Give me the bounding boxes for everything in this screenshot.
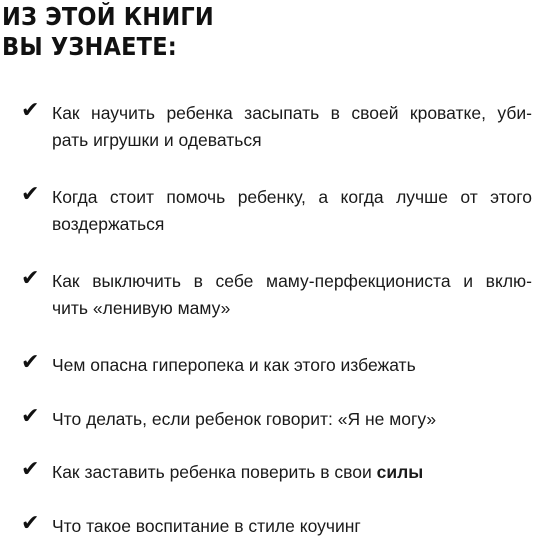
list-item-text xyxy=(52,268,532,322)
check-icon: ✔ xyxy=(21,511,40,536)
heading-line-1: ИЗ ЭТОЙ КНИГИ xyxy=(2,2,214,31)
check-icon: ✔ xyxy=(21,350,40,375)
list-item-line: Что делать, если ребенок говорит: «Я не могу» xyxy=(52,409,437,429)
list-item-line: рать игрушки и одеваться xyxy=(52,130,262,150)
list-item-line: Чем опасна гиперопека и как этого избежать xyxy=(52,355,416,375)
list-item-text xyxy=(52,352,532,379)
list-item-line-regular: Как заставить ребенка поверить в свои xyxy=(52,462,377,482)
check-icon: ✔ xyxy=(21,457,40,482)
list-item-line-bold: силы xyxy=(376,462,424,482)
list-item-line: Когда стоит помочь ребенку, а когда лучше от этого xyxy=(52,187,532,207)
list-item-text xyxy=(52,513,532,540)
list-item-line: Что такое воспитание в стиле коучинг xyxy=(52,516,361,536)
list-item-text xyxy=(52,459,532,486)
heading-line-2: ВЫ УЗНАЕТЕ: xyxy=(2,32,177,61)
list-item-line: Как выключить в себе маму-перфекциониста и вклю- xyxy=(52,271,532,291)
check-icon: ✔ xyxy=(21,266,40,291)
list-item-text xyxy=(52,406,532,433)
check-icon: ✔ xyxy=(21,98,40,123)
check-icon: ✔ xyxy=(21,182,40,207)
list-item-text xyxy=(52,100,532,154)
list-item-line: воздержаться xyxy=(52,214,165,234)
list-item-line xyxy=(52,459,532,486)
list-item-text xyxy=(52,184,532,238)
page-heading xyxy=(2,2,214,62)
list-item-line: чить «ленивую маму» xyxy=(52,298,231,318)
list-item-line: Как научить ребенка засыпать в своей кроватке, уби- xyxy=(52,103,532,123)
check-icon: ✔ xyxy=(21,404,40,429)
